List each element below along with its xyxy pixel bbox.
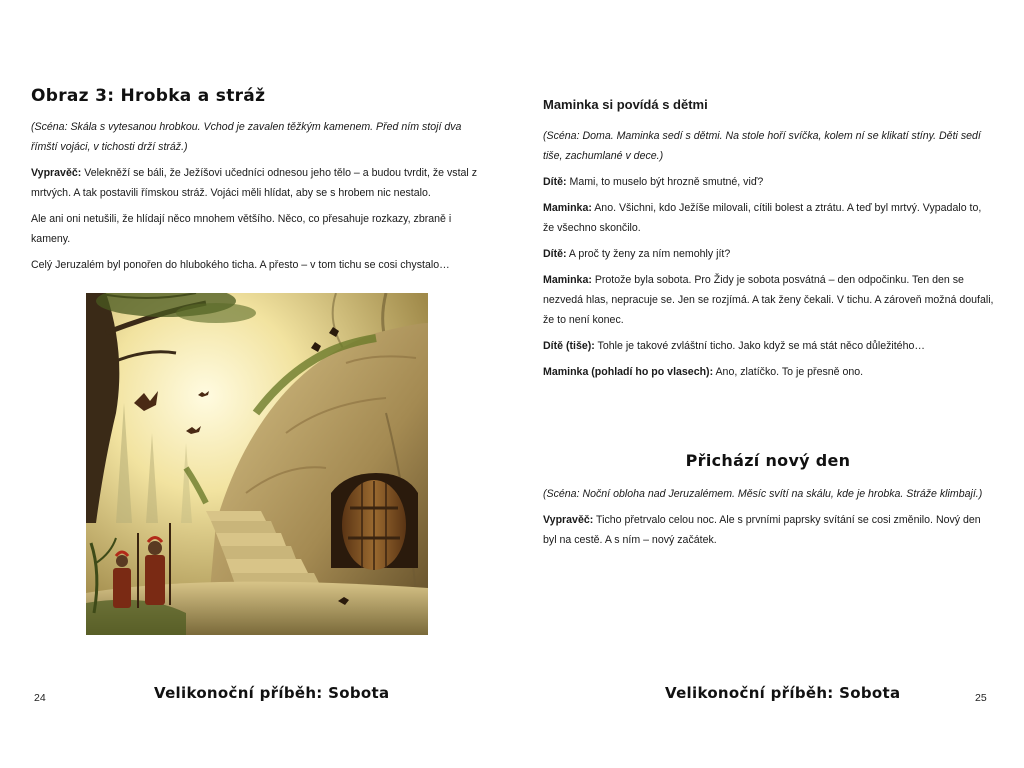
- dialogue-line: Maminka: Ano. Všichni, kdo Ježíše milovali, cítili bolest a ztrátu. A teď byl mrtvý. Vypadalo to, že všechno skončilo.: [543, 202, 982, 234]
- section-heading: Přichází nový den: [685, 451, 851, 470]
- scene-description: (Scéna: Noční obloha nad Jeruzalémem. Měsíc svítí na skálu, kde je hrobka. Stráže klimbají.): [543, 488, 983, 500]
- narrator-line: Vypravěč: Ticho přetrvalo celou noc. Ale s prvními paprsky svítání se cosi změnilo. Nový den byl na cestě. A s ním – nový začátek.: [543, 514, 981, 546]
- scene-description: (Scéna: Doma. Maminka sedí s dětmi. Na stole hoří svíčka, kolem ní se klikatí stíny. Děti sedí tiše, zachumlané v dece.): [543, 130, 981, 162]
- page-number: 24: [34, 692, 46, 704]
- dialogue-line: Dítě: Mami, to muselo být hrozně smutné, viď?: [543, 176, 764, 188]
- left-page-text: [31, 117, 481, 281]
- dialogue-line: Dítě (tiše): Tohle je takové zvláštní ticho. Jako když se má stát něco důležitého…: [543, 340, 925, 352]
- dialogue-line: Maminka (pohladí ho po vlasech): Ano, zlatíčko. To je přesně ono.: [543, 366, 864, 378]
- left-page-heading: Obraz 3: Hrobka a stráž: [31, 86, 266, 106]
- page-number: 25: [975, 692, 987, 704]
- scene-description: (Scéna: Skála s vytesanou hrobkou. Vchod je zavalen těžkým kamenem. Před ním stojí dva římští vojáci, v tichosti drží stráž.): [31, 121, 462, 153]
- right-page-heading: Maminka si povídá s dětmi: [543, 97, 708, 112]
- paragraph: Ale ani oni netušili, že hlídají něco mnohem většího. Něco, co přesahuje rozkazy, zbraně i kameny.: [31, 213, 452, 245]
- narrator-line: Vypravěč: Velekněží se báli, že Ježíšovi učedníci odnesou jeho tělo – a budou tvrdit, že vstal z mrtvých. A tak postavili římskou stráž. Vojáci měli hlídat, aby se s hrobem nic nestalo.: [31, 167, 477, 199]
- right-page-text: [543, 126, 995, 388]
- paragraph: Celý Jeruzalém byl ponořen do hlubokého ticha. A přesto – v tom tichu se cosi chystalo…: [31, 259, 450, 271]
- dialogue-line: Dítě: A proč ty ženy za ním nemohly jít?: [543, 248, 731, 260]
- right-page: [512, 0, 1024, 768]
- footer-title: Velikonoční příběh: Sobota: [665, 684, 901, 702]
- footer-title: Velikonoční příběh: Sobota: [154, 684, 390, 702]
- dialogue-line: Maminka: Protože byla sobota. Pro Židy je sobota posvátná – den odpočinku. Ten den se nezvedá hlas, nepracuje se. Jen se rozjímá. A tak ženy čekali. V tichu. A zároveň možná doufali, že to není konec.: [543, 274, 994, 326]
- tomb-guards-illustration: [86, 293, 428, 635]
- right-page-text-2: [543, 484, 995, 556]
